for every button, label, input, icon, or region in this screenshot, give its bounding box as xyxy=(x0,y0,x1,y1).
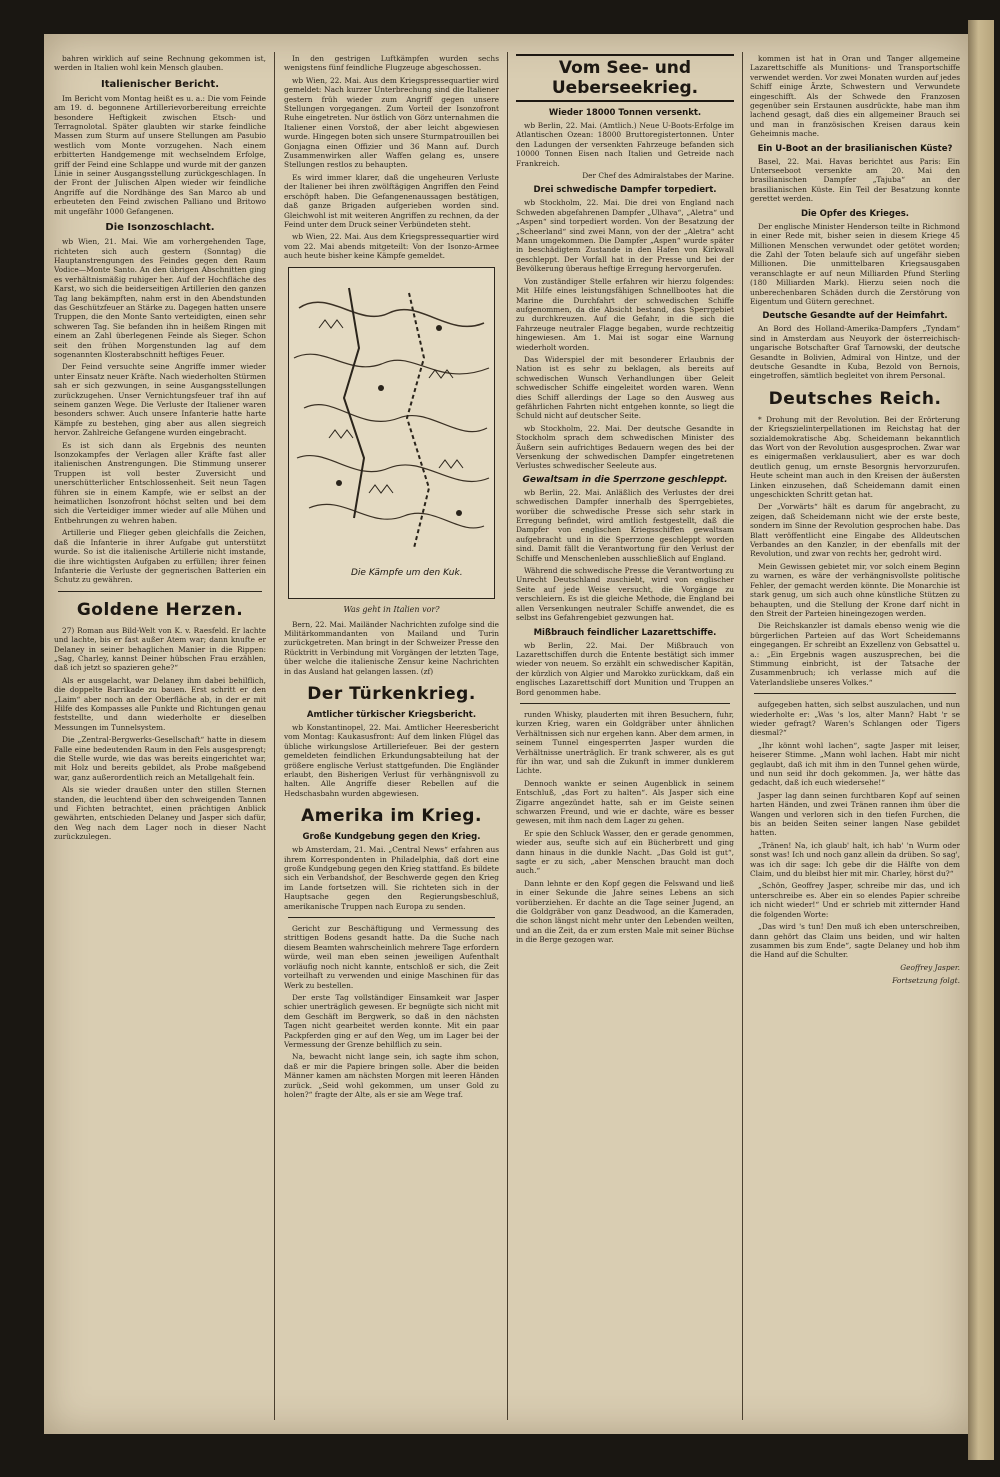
section-rule xyxy=(754,693,956,694)
war-victims-heading: Die Opfer des Krieges. xyxy=(800,208,910,219)
article-paragraph: wb Amsterdam, 21. Mai. „Central News“ erfahren aus ihrem Korrespondenten in Philadelphia, daß dort eine große Kundgebung gegen den Krieg stattfand. Es bildete sich ein Verbandshof, der Beschwerde gegen den Krieg im Lande fortsetzen will. Sie richteten sich in der Hauptsache gegen den Regierungsbeschluß, amerikanische Truppen nach Europa zu senden. xyxy=(284,845,499,911)
america-war-heading: Amerika im Krieg. xyxy=(301,806,482,827)
forced-into-zone-heading: Gewaltsam in die Sperrzone geschleppt. xyxy=(522,474,728,485)
isonzo-paragraph: Es ist sich dann als Ergebnis des neunten Isonzokampfes der Verlagen aller Kräfte fast aller italienischen Anstrengungen. Die Stimmung unserer Truppen ist voll bester Zuversicht und unerschütterlicher Entschlossenheit. Seit neun Tagen führen sie in einem Kampfe, wie er selbst an der heimatlichen Isonzofront höchst selten und bei dem sich die Verteidiger immer wieder auf alle Mühen und Entbehrungen zu wehren haben. xyxy=(54,440,266,525)
turkish-report-subheading: Amtlicher türkischer Kriegsbericht. xyxy=(306,709,477,720)
isonzo-heading: Die Isonzoschlacht. xyxy=(105,222,215,234)
novel-paragraph: „Tränen! Na, ich glaub' halt, ich hab' 'n Wurm oder sonst was! Ich und noch ganz allein da drüben. So sag', was ich dir sage: Ich gebe dir die Hälfte von dem Claim, und du bleibst hier mit mir. Charley, hörst du?“ xyxy=(750,840,960,879)
column-4 xyxy=(750,54,960,1419)
article-paragraph: wb Berlin, 22. Mai. (Amtlich.) Neue U-Boots-Erfolge im Atlantischen Ozean: 18000 Bruttoregistertonnen. Unter den Ladungen der versenkten Fahrzeuge befanden sich 10000 Tonnen Eisen nach Italien und Getreide nach Frankreich. xyxy=(516,121,734,168)
article-paragraph: Von zuständiger Stelle erfahren wir hierzu folgendes: Mit Hilfe eines leistungsfähigen Schnellbootes hat die Marine die Durchfahrt der schwedischen Schiffe aufgenommen, da die Absicht bestand, das Sperrgebiet zu durchkreuzen. Auf die Gefahr, in die sich die Fahrzeuge neutraler Flagge begaben, wurde rechtzeitig hingewiesen. Am 1. Mai ist sogar eine Warnung wiederholt worden. xyxy=(516,276,734,352)
isonzo-paragraph: Der Feind versuchte seine Angriffe immer wieder unter Einsatz neuer Kräfte. Nach wiederholten Stürmen sah er sich gezwungen, in seine Ausgangsstellungen zurückzugehen. Unser Vernichtungsfeuer traf ihn auf seinem ganzen Wege. Die Verluste der Italiener waren besonders schwer. Auch unsere Infanterie hatte harte Kämpfe zu bestehen, ging aber aus allen siegreich hervor. Zahlreiche Gefangene wurden eingebracht. xyxy=(54,362,266,438)
article-paragraph: Mein Gewissen gebietet mir, vor solch einem Beginn zu warnen, es wäre der verhängnisvollste politische Fehler, der gemacht werden könnte. Die Monarchie ist stark genug, um sich auch ohne künstliche Stützen zu behaupten, und die Stellung der Krone darf nicht in den Streit der Parteien hineingezogen werden. xyxy=(750,561,960,618)
map-caption: Die Kämpfe um den Kuk. xyxy=(351,567,463,578)
kuk-battle-map xyxy=(288,267,495,599)
novel-heading: Goldene Herzen. xyxy=(76,599,244,620)
sea-war-banner: Vom See- und Ueberseekrieg. xyxy=(516,54,734,102)
article-paragraph: kommen ist hat in Oran und Tanger allgemeine Lazarettschiffe als Munitions- und Transportschiffe verwendet werden. Vor zwei Monaten wurden auf jedes Schiff einige Ärzte, Schwestern und Verwundete eingeschifft. Als der Schwede den Franzosen gegenüber sein Erstaunen ausdrückte, habe man ihm lachend gesagt, daß dies ein allgemeiner Brauch sei und man in französischen Kreisen daraus kein Geheimnis mache. xyxy=(750,54,960,139)
novel-paragraph: Er spie den Schluck Wasser, den er gerade genommen, wieder aus, seufte sich auf ein Bücherbrett und ging dann hinaus in die dunkle Nacht. „Das Gold ist gut“, sagte er zu sich, „aber Menschen braucht man doch auch.“ xyxy=(516,828,734,876)
article-paragraph: wb Wien, 22. Mai. Aus dem Kriegspressequartier wird gemeldet: Nach kurzer Unterbrechung sind die Italiener gestern früh wieder zum Angriff gegen unsere Stellungen vorgegangen. Zum Vorteil der Isonzofront Ruhe eingetreten. Nur östlich von Görz unternahmen die Italiener einen Vorstoß, der aber leicht abgewiesen wurde. Hingegen boten sich unsere Sturmpatrouillen bei Gonjagna einen Offizier und 36 Mann auf. Durch Zusammenwirken aller Waffen gelang es, unsere Stellungen restlos zu behaupten. xyxy=(284,75,499,170)
column-2 xyxy=(284,54,499,1419)
article-paragraph: In den gestrigen Luftkämpfen wurden sechs wenigstens fünf feindliche Flugzeuge abgeschossen. xyxy=(284,54,499,73)
column-3 xyxy=(516,54,734,1419)
novel-paragraph: aufgegeben hatten, sich selbst auszulachen, und nun wiederholte er: „Was 's los, alter Mann? Habt 'r se wieder gefragt? Waren's Schlangen oder Tigers diesmal?“ xyxy=(750,700,960,738)
novel-paragraph: Als er ausgelacht, war Delaney ihm dabei behilflich, die doppelte Barrikade zu bauen. Erst schritt er den „Laim“ aber noch an der Oberfläche ab, in der er mit Hilfe des Kompasses alle Punkte und Richtungen genau feststellte, und dann wiederholte er dieselben Messungen im Tunnelsystem. xyxy=(54,675,266,732)
italy-subheading: Was geht in Italien vor? xyxy=(343,604,440,614)
novel-paragraph: „Das wird 's tun! Den muß ich eben unterschreiben, dann gehört das Claim uns beiden, und wir halten zusammen bis zum Ende“, sagte Delaney und hob ihm die Hand auf die Schulter. xyxy=(750,922,960,960)
article-paragraph: Basel, 22. Mai. Havas berichtet aus Paris: Ein Unterseeboot versenkte am 20. Mai den brasilianischen Dampfer „Tajuba“ an der brasilianischen Küste. Ein Teil der Besatzung konnte gerettet werden. xyxy=(750,156,960,204)
novel-paragraph: Gericht zur Beschäftigung und Vermessung des strittigen Bodens gesandt hatte. Da die Suche nach diesem Beamten wahrscheinlich mehrere Tage erfordern würde, weil man eben seinen jeweiligen Aufenthalt vorläufig noch nicht kannte, entschloß er sich, die Zeit vorteilhaft zu verwenden und einige Maschinen für das Werk zu bestellen. xyxy=(284,924,499,990)
article-paragraph: Die Reichskanzler ist damals ebenso wenig wie die bürgerlichen Parteien auf das Wort Scheidemanns eingegangen. Er schreibt an Exzellenz von Gebsattel u. a.: „Ein Ergebnis wagen auszusprechen, bei die Stimmung einbricht, ist der Tatsache der Zusammenbruch; ich verlasse mich auf die Vaterlandsliebe unseres Volkes.“ xyxy=(750,621,960,687)
map-illustration xyxy=(289,268,494,598)
novel-paragraph: Na, bewacht nicht lange sein, ich sagte ihm schon, daß er mir die Papiere bringen solle. Aber die beiden Männer kamen am nächsten Morgen mit leeren Händen zurück. „Seid wohl gekommen, um unser Gold zu holen?“ fragte der Alte, als er sie am Wege traf. xyxy=(284,1052,499,1099)
article-paragraph: Es wird immer klarer, daß die ungeheuren Verluste der Italiener bei ihren zwölftägigen Angriffen den Feind erschöpft haben. Die Gefangenenaussagen bestätigen, daß ganze Brigaden aufgerieben worden sind. Gleichwohl ist mit weiteren Angriffen zu rechnen, da der Feind unter dem Druck seiner Verbündeten steht. xyxy=(284,172,499,229)
envoys-heading: Deutsche Gesandte auf der Heimfahrt. xyxy=(762,311,948,322)
novel-paragraph: „Ihr könnt wohl lachen“, sagte Jasper mit leiser, heiserer Stimme. „Mann wohl lachen. Habt mir nicht geglaubt, daß ich mit ihm in den Tunnel gehen würde, und nun seid ihr doch gekommen. Ja, wer hätte das gedacht, daß ich euch wiedersehe!“ xyxy=(750,740,960,788)
novel-paragraph: runden Whisky, plauderten mit ihren Besuchern, fuhr, kurzen Krieg, waren ein Goldgräber unter ähnlichen Verhältnissen sich nur ergehen kann. Aber dem armen, in seinem Tunnel eingesperrten Jasper wurden die Verhältnisse unerträglich. Er trank schwerer, als es gut für ihn war, und sah die Zukunft in immer dunklerem Lichte. xyxy=(516,709,734,776)
italian-report-heading: Italienischer Bericht. xyxy=(100,78,220,90)
novel-paragraph: Dennoch wankte er seinen Augenblick in seinem Entschluß, „das Fort zu halten“. Als Jasper sich eine Zigarre angezündet hatte, sah er im Geiste seinen schwarzen Freund, und wie er dachte, wäre es besser gewesen, mit ihm nach dem Lager zu gehen. xyxy=(516,778,734,826)
novel-paragraph: Die „Zentral-Bergwerks-Gesellschaft“ hatte in diesem Falle eine bedeutenden Raum in den Fels ausgesprengt; die Stelle wurde, wie das was bereits eingerichtet war, mit Holz und bereits gebildet, als Probe maßgebend war, ganz außerordentlich reich an Metallgehalt fein. xyxy=(54,735,266,782)
italian-report-text: Im Bericht vom Montag heißt es u. a.: Die vom Feinde am 19. d. begonnene Artillerievorbereitung erreichte besondere Heftigkeit zwischen Etsch- und Terragnolotal. Später glaubten wir starke feindliche Massen zum Sturm auf unsere Stellungen am Pasubio westlich vom Monte vorzugehen. Nach einem erbitterten Handgemenge mit wechselndem Erfolge, griff der Feind eine Schlappe und wurde mit der ganzen Linie in seiner Ausgangsstellung zurückgeschlagen. In der Front der Julischen Alpen wieder wir feindliche Angriffe auf die Nordhänge des San Marco ab und erbeuteten den Feind zwischen Palliano und Britowo mit ungefähr 1000 Gefangenen. xyxy=(54,93,266,216)
column-divider xyxy=(274,52,275,1420)
intro-text: bahren wirklich auf seine Rechnung gekommen ist, werden in Italien wohl kein Mensch glauben. xyxy=(54,54,266,73)
article-paragraph: Der „Vorwärts“ hält es darum für angebracht, zu zeigen, daß Scheidemann nicht wie der erste beste, sondern im Sinne der Revolution gesprochen habe. Das Blatt veröffentlicht eine Eingabe des Alldeutschen Verbandes an den Kanzler, in der ebenfalls mit der Revolution, und zwar von rechts her, gedroht wird. xyxy=(750,502,960,559)
brazil-heading: Ein U-Boot an der brasilianischen Küste? xyxy=(757,143,953,154)
column-divider xyxy=(742,52,743,1420)
continued-note: Fortsetzung folgt. xyxy=(892,976,960,986)
article-paragraph: Das Widerspiel der mit besonderer Erlaubnis der Nation ist es sehr zu beklagen, als bereits auf schwedischen Wunsch Verhandlungen über Geleit schwedischer Schiffe eingeleitet worden waren. Wenn dies Schiff allerdings der Lage so den Ausweg aus gefährlichen Fahrten nicht entgehen konnte, so liegt die Schuld nicht auf deutscher Seite. xyxy=(516,354,734,421)
tonnage-heading: Wieder 18000 Tonnen versenkt. xyxy=(548,108,702,118)
america-subheading: Große Kundgebung gegen den Krieg. xyxy=(302,832,481,843)
article-paragraph: wb Stockholm, 22. Mai. Der deutsche Gesandte in Stockholm sprach dem schwedischen Minister des Äußern sein aufrichtiges Bedauern wegen des bei der Versenkung der schwedischen Dampfer eingetretenen Verlustes schwedischer Seeleute aus. xyxy=(516,423,734,471)
article-paragraph: * Drohung mit der Revolution. Bei der Erörterung der Kriegszielinterpellationen im Reichstag hat der sozialdemokratische Abg. Scheidemann bekanntlich das Wort von der Revolution ausgesprochen. Zwar war es einigermaßen verklausuliert, aber es war doch deutlich genug, um ernste Besorgnis hervorzurufen. Heute scheint man auch in den Kreisen der äußersten Linken einzusehen, daß Scheidemann damit einen ungeschickten Schritt getan hat. xyxy=(750,414,960,500)
article-paragraph: Während die schwedische Presse die Verantwortung zu Unrecht Deutschland zuschiebt, wird von englischer Seite auf jede Weise versucht, die Vorgänge zu verschleiern. Es ist die gleiche Methode, die England bei allen Versenkungen neutraler Schiffe anwendet, die es selbst ins Gefahrengebiet gezwungen hat. xyxy=(516,566,734,623)
article-paragraph: wb Stockholm, 22. Mai. Die drei von England nach Schweden abgefahrenen Dampfer „Ulhava“, „Aletra“ und „Aspen“ sind torpediert worden. Von der Besatzung der „Scheerland“ sind zwei Mann, von der der „Aletra“ acht Mann umgekommen. Die Dampfer „Aspen“ wurde später in beschädigtem Zustande in den Hafen von Kirkwall geschleppt. Der Vorfall hat in der Presse und bei der Bevölkerung überaus heftige Erregung hervorgerufen. xyxy=(516,198,734,274)
swedish-steamers-heading: Drei schwedische Dampfer torpediert. xyxy=(533,185,717,196)
novel-paragraph: „Schön, Geoffrey Jasper, schreibe mir das, und ich unterschreibe es. Aber ein so elendes Papier schreibe ich nicht wieder!“ Und er schrieb mit zitternder Hand die folgenden Worte: xyxy=(750,881,960,919)
novel-signature: Geoffrey Jasper. xyxy=(900,962,960,972)
article-paragraph: wb Konstantinopel, 22. Mai. Amtlicher Heeresbericht vom Montag: Kaukasusfront: Auf dem linken Flügel das übliche wirkungslose Artilleriefeuer. Bei der gestern gemeldeten feindlichen Erkundungsabteilung hat der größere englische Verlust stattgefunden. Die Engländer erlaubt, den Bisherigen Verlust für verhängnisvoll zu halten. Alle Angriffe dieser Rebellen auf die Hedschasbahn wurden abgewiesen. xyxy=(284,722,499,798)
article-paragraph: wb Berlin, 22. Mai. Der Mißbrauch von Lazarettschiffen durch die Entente bestätigt sich immer wieder von neuem. So erzählt ein schwedischer Kapitän, der kürzlich von Algier und Marokko zurückkam, daß ein englisches Lazarettschiff dort Munition und Truppen an Bord genommen habe. xyxy=(516,640,734,697)
isonzo-paragraph: wb Wien, 21. Mai. Wie am vorhergehenden Tage, richteten sich auch gestern (Sonntag) die Hauptanstrengungen des Feindes gegen den Raum Vodice—Monte Santo. An den übrigen Abschnitten ging es verhältnismäßig ruhiger her. Auf der Hochfläche des Karst, wo sich die beiderseitigen Artillerien den ganzen Tag lang bekämpften, nahm erst in den Abendstunden das Geschützfeuer an Stärke zu. Dagegen hatten unsere Truppen, die den Monte Santo verteidigten, einen sehr schweren Tag. Sie befanden ihn in heißem Ringen mit einem an Zahl überlegenen Feinde als Sieger. Schon seit den frühen Morgenstunden lag auf dem sogenannten Klosterabschnitt heftiges Feuer. xyxy=(54,237,266,359)
hospital-ships-heading: Mißbrauch feindlicher Lazarettschiffe. xyxy=(533,627,717,638)
isonzo-paragraph: Artillerie und Flieger geben gleichfalls die Zeichen, daß die Infanterie in ihrer Aufgabe gut unterstützt wurde. So ist die italienische Artillerie nicht imstande, die ihre wichtigsten Aufgaben zu erfüllen; ihrer feinen Infanterie die Verluste der gegnerischen Batterien ein Schutz zu gewähren. xyxy=(54,528,266,585)
novel-paragraph: 27) Roman aus Bild-Welt von K. v. Raesfeld. Er lachte und lachte, bis er fast außer Atem war; dann knufte er Delaney in seiner behaglichen Manier in die Rippen: „Sag, Charley, kannst Deiner hübschen Frau erzählen, daß ich jetzt so spazieren gehe?“ xyxy=(54,625,266,673)
column-divider xyxy=(507,52,508,1420)
article-paragraph: Bern, 22. Mai. Mailänder Nachrichten zufolge sind die Militärkommandanten von Mailand und Turin zurückgetreten. Man bringt in der Schweizer Presse den Rücktritt in Verbindung mit Vorgängen der letzten Tage, über welche die italienische Zensur keine Nachrichten in das Ausland hat gelangen lassen. (zf) xyxy=(284,619,499,676)
deutsches-reich-heading: Deutsches Reich. xyxy=(768,388,942,409)
article-paragraph: Der englische Minister Henderson teilte in Richmond in einer Rede mit, bisher seien in diesem Kriege 45 Millionen Menschen verwundet oder getötet worden; die Zahl der Toten belaufe sich auf ungefähr sieben Millionen. Die unmittelbaren Kriegsausgaben veranschlagte er auf neun Milliarden Pfund Sterling (180 Milliarden Mark). Hierzu seien noch die unberechenbaren Schäden durch die Zerstörung von Eigentum und Gütern gerechnet. xyxy=(750,221,960,306)
section-rule xyxy=(288,917,495,918)
novel-paragraph: Der erste Tag vollständiger Einsamkeit war Jasper schier unerträglich gewesen. Er begnügte sich nicht mit dem Geschäft im Bergwerk, so daß in den nächsten Tagen nicht gearbeitet werden konnte. Mit ein paar Packpferden ging er auf den Weg, um im Lager bei der Vermessung der Grenze behilflich zu sein. xyxy=(284,992,499,1049)
novel-paragraph: Als sie wieder draußen unter den stillen Sternen standen, die leuchtend über den schweigenden Tannen und Fichten betrachtet, einen prächtigen Anblick gewährten, entschieden Delaney und Jasper sich dafür, den Weg nach dem Lager noch in dieser Nacht zurückzulegen. xyxy=(54,785,266,842)
article-paragraph: wb Wien, 22. Mai. Aus dem Kriegspressequartier wird vom 22. Mai abends mitgeteilt: Von der Isonzo-Armee auch heute bisher keine Kämpfe gemeldet. xyxy=(284,232,499,261)
article-signature: Der Chef des Admiralstabes der Marine. xyxy=(582,171,734,181)
paper-edge xyxy=(968,20,994,1460)
novel-paragraph: Jasper lag dann seinen furchtbaren Kopf auf seinen harten Händen, und zwei Tränen rannen ihm über die Wangen und verloren sich in den tiefen Furchen, die bis an beiden Seiten seiner langen Nase gebildet hatten. xyxy=(750,790,960,838)
novel-paragraph: Dann lehnte er den Kopf gegen die Felswand und ließ in einer Sekunde die Jahre seines Lebens an sich vorüberziehen. Er dachte an die Tage seiner Jugend, an die Goldgräber von ganz Deadwood, an die Kameraden, die schon längst nicht mehr unter den Lebenden weilten, und an die Zeit, da er zum ersten Male mit seiner Büchse in die Berge gezogen war. xyxy=(516,878,734,945)
section-rule xyxy=(520,703,730,704)
turkish-war-heading: Der Türkenkrieg. xyxy=(307,683,476,704)
newspaper-page xyxy=(44,34,968,1434)
article-paragraph: An Bord des Holland-Amerika-Dampfers „Tyndam“ sind in Amsterdam aus Neuyork der österreichisch-ungarische Botschafter Graf Tarnowski, der deutsche Gesandte in Bolivien, Admiral von Hintze, und der deutsche Gesandte in Kuba, Bezold von Bernois, eingetroffen, sämtlich begleitet von ihrem Personal. xyxy=(750,324,960,381)
section-rule xyxy=(58,591,262,592)
article-paragraph: wb Berlin, 22. Mai. Anläßlich des Verlustes der drei schwedischen Dampfer innerhalb des Sperrgebietes, worüber die schwedische Presse sich sehr stark in Erregung befindet, wird amtlich festgestellt, daß die Dampfer von englischen Kriegsschiffen gewaltsam aufgebracht und in die Sperrzone geschleppt worden sind. Damit fällt die Verantwortung für den Verlust der Schiffe und Menschenleben ausschließlich auf England. xyxy=(516,487,734,563)
column-1 xyxy=(54,54,266,1419)
